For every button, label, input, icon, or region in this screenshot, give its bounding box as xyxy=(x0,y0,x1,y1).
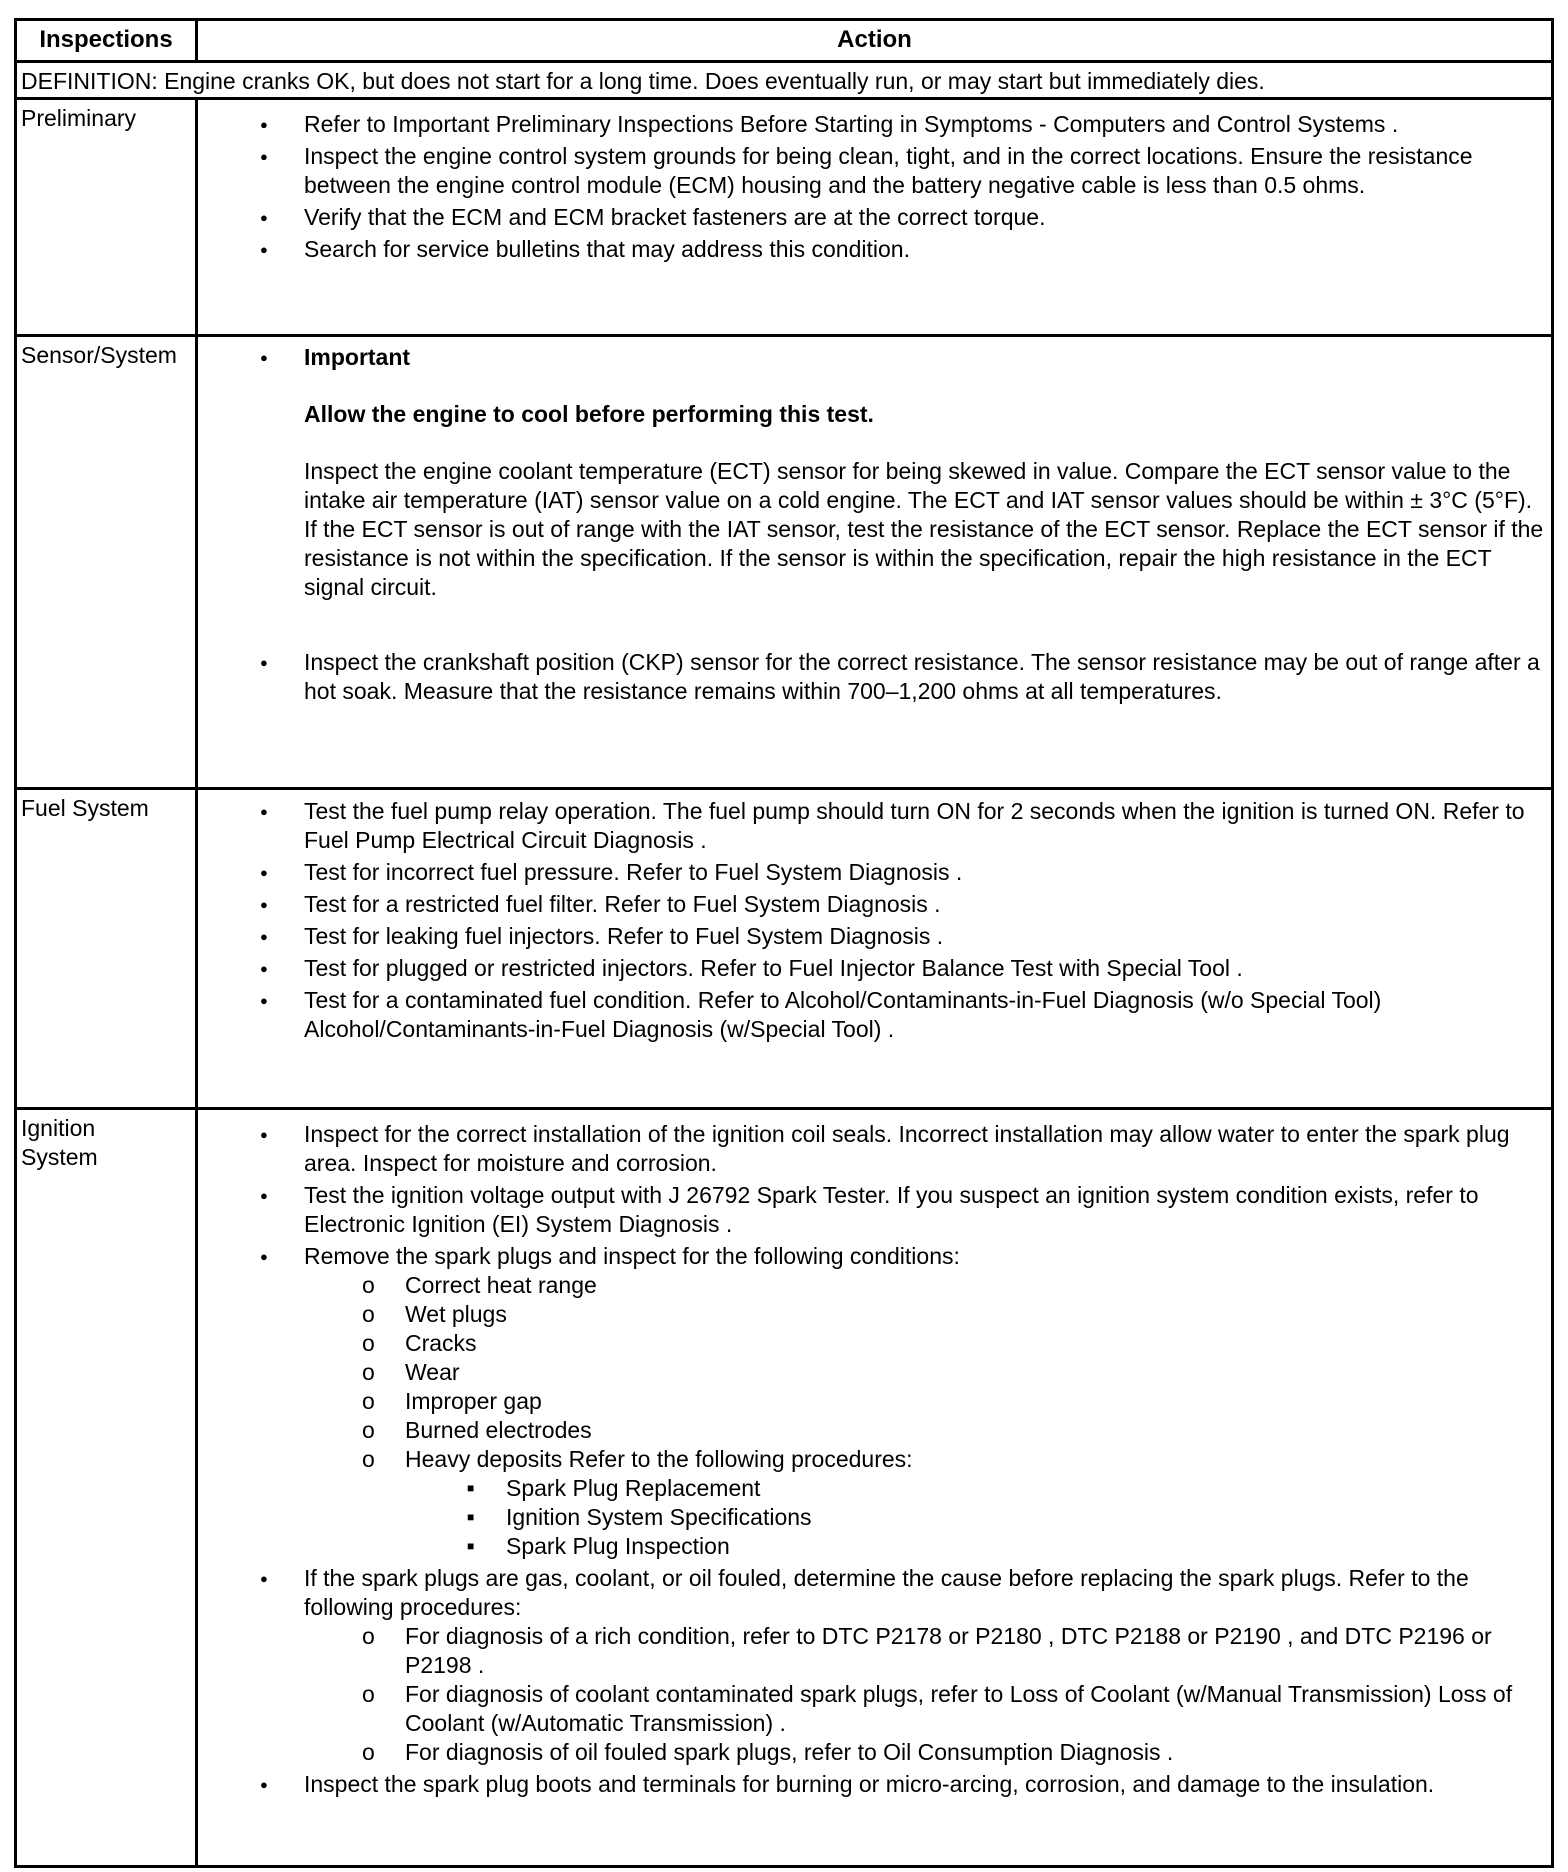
ignition-label-line2: System xyxy=(21,1144,98,1170)
sensor-actions xyxy=(198,337,1551,787)
ignition-label xyxy=(17,1110,198,1865)
procedure-item: ■ Ignition System Specifications xyxy=(405,1503,1545,1532)
sensor-label: Sensor/System xyxy=(17,337,198,787)
item-text: ● If the spark plugs are gas, coolant, or oil fouled, determine the cause before replacing the spark plugs. Refer to the following procedures: xyxy=(304,1565,1469,1620)
list-item xyxy=(198,1242,1545,1561)
condition-item xyxy=(304,1445,1545,1561)
fouled-item: o For diagnosis of coolant contaminated spark plugs, refer to Loss of Coolant (w/Manual Transmission) Loss of Coolant (w/Automatic Transmission) . xyxy=(304,1680,1545,1738)
fuel-actions xyxy=(198,790,1551,1107)
preliminary-actions xyxy=(198,100,1551,334)
list-item: ● Test the ignition voltage output with J 26792 Spark Tester. If you suspect an ignition system condition exists, refer to Electronic Ignition (EI) System Diagnosis . xyxy=(198,1181,1545,1239)
list-item xyxy=(198,343,1545,602)
list-item: ● Test for leaking fuel injectors. Refer to Fuel System Diagnosis . xyxy=(198,922,1545,951)
list-item: ● Test the fuel pump relay operation. The fuel pump should turn ON for 2 seconds when the ignition is turned ON. Refer to Fuel Pump Electrical Circuit Diagnosis . xyxy=(198,797,1545,855)
list-item: ● Inspect for the correct installation of the ignition coil seals. Incorrect installation may allow water to enter the spark plug area. Inspect for moisture and corrosion. xyxy=(198,1120,1545,1178)
list-item: ● Test for incorrect fuel pressure. Refer to Fuel System Diagnosis . xyxy=(198,858,1545,887)
list-item: ● Refer to Important Preliminary Inspections Before Starting in Symptoms - Computers and Control Systems . xyxy=(198,110,1545,139)
condition-item: o Wear xyxy=(304,1358,1545,1387)
ignition-label-line1: Ignition xyxy=(21,1115,96,1141)
procedure-item: ■ Spark Plug Replacement xyxy=(405,1474,1545,1503)
fuel-label: Fuel System xyxy=(17,790,198,1107)
ignition-row xyxy=(17,1110,1551,1865)
preliminary-row xyxy=(17,100,1551,337)
header-inspections: Inspections xyxy=(17,21,198,60)
item-text: ● Remove the spark plugs and inspect for the following conditions: xyxy=(304,1243,960,1269)
caution-text: Allow the engine to cool before performing this test. xyxy=(304,401,874,427)
important-label: ● Important xyxy=(304,344,411,370)
condition-item: o Correct heat range xyxy=(304,1271,1545,1300)
table-header-row xyxy=(17,21,1551,63)
procedure-item: ■ Spark Plug Inspection xyxy=(405,1532,1545,1561)
preliminary-label: Preliminary xyxy=(17,100,198,334)
definition-row xyxy=(17,63,1551,100)
condition-item: o Burned electrodes xyxy=(304,1416,1545,1445)
sensor-row xyxy=(17,337,1551,790)
fuel-row xyxy=(17,790,1551,1110)
definition-text: DEFINITION: Engine cranks OK, but does not start for a long time. Does eventually run, or may start but immediately dies. xyxy=(21,68,1265,94)
list-item: ● Test for a contaminated fuel condition. Refer to Alcohol/Contaminants-in-Fuel Diagnosis (w/o Special Tool) Alcohol/Contaminants-in-Fuel Diagnosis (w/Special Tool) . xyxy=(198,986,1545,1044)
diagnosis-table xyxy=(14,18,1554,1868)
condition-item: o Cracks xyxy=(304,1329,1545,1358)
condition-item: o Improper gap xyxy=(304,1387,1545,1416)
list-item: ● Test for a restricted fuel filter. Refer to Fuel System Diagnosis . xyxy=(198,890,1545,919)
list-item: ● Test for plugged or restricted injectors. Refer to Fuel Injector Balance Test with Special Tool . xyxy=(198,954,1545,983)
list-item: ● Verify that the ECM and ECM bracket fasteners are at the correct torque. xyxy=(198,203,1545,232)
list-item: ● Inspect the crankshaft position (CKP) sensor for the correct resistance. The sensor resistance may be out of range after a hot soak. Measure that the resistance remains within 700–1,200 ohms at all temperatures. xyxy=(198,648,1545,706)
condition-item: o Wet plugs xyxy=(304,1300,1545,1329)
header-action: Action xyxy=(837,26,912,53)
fouled-item: o For diagnosis of a rich condition, refer to DTC P2178 or P2180 , DTC P2188 or P2190 , and DTC P2196 or P2198 . xyxy=(304,1622,1545,1680)
list-item: ● Search for service bulletins that may address this condition. xyxy=(198,235,1545,264)
item-text: o Heavy deposits Refer to the following procedures: xyxy=(405,1446,913,1472)
list-item xyxy=(198,1564,1545,1767)
fouled-item: o For diagnosis of oil fouled spark plugs, refer to Oil Consumption Diagnosis . xyxy=(304,1738,1545,1767)
list-item: ● Inspect the spark plug boots and terminals for burning or micro-arcing, corrosion, and damage to the insulation. xyxy=(198,1770,1545,1799)
ignition-actions xyxy=(198,1110,1551,1865)
list-item: ● Inspect the engine control system grounds for being clean, tight, and in the correct locations. Ensure the resistance between the engine control module (ECM) housing and the battery negative cable is less than 0.5 ohms. xyxy=(198,142,1545,200)
ect-text: Inspect the engine coolant temperature (ECT) sensor for being skewed in value. Compare the ECT sensor value to the intake air temperature (IAT) sensor value on a cold engine. The ECT and IAT sensor values should be within ± 3°C (5°F). If the ECT sensor is out of range with the IAT sensor, test the resistance of the ECT sensor. Replace the ECT sensor if the resistance is not within the specification. If the sensor is within the specification, repair the high resistance in the ECT signal circuit. xyxy=(304,458,1544,600)
